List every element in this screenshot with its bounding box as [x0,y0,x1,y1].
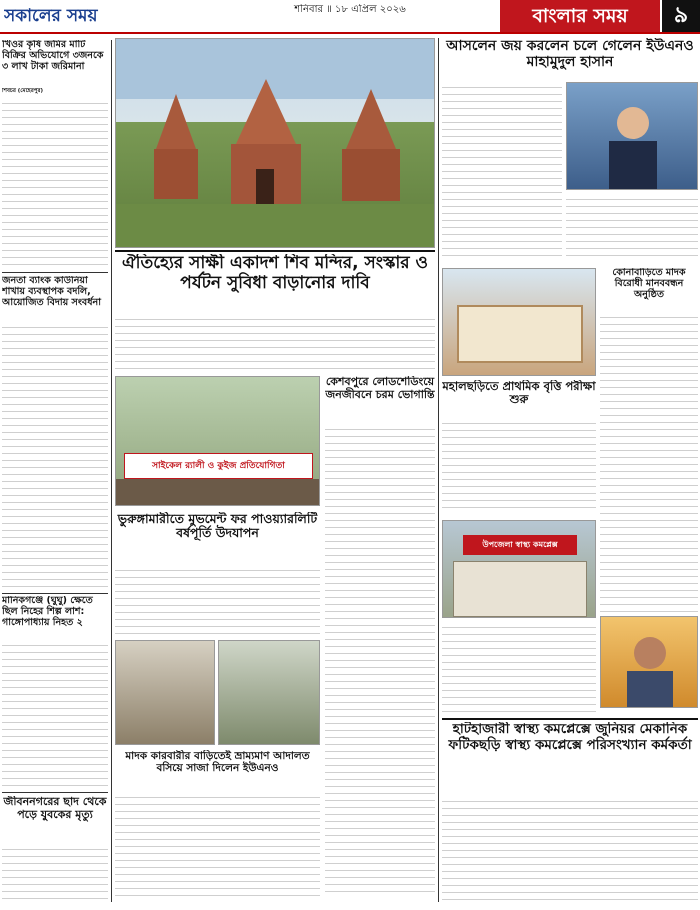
divider [115,250,435,252]
divider [2,792,108,793]
rally-photo [115,376,320,506]
section-tag: বাংলার সময় [500,0,660,32]
scholarship-exam-headline: মহালছড়িতে প্রাথমিক বৃত্তি পরীক্ষা শুরু [442,380,596,407]
divider [442,718,698,720]
rally-banner: সাইকেল র‌্যালী ও কুইজ প্রতিযোগিতা [124,453,313,479]
school-building [457,305,583,363]
column-divider [438,38,439,902]
court-photo-right [218,640,320,745]
official-portrait [600,616,698,708]
column-divider [111,40,112,902]
uno-body [442,82,562,262]
rally-body [115,565,320,635]
uno-illustration [567,83,698,190]
loadshedding-headline: কেশবপুরে লোডশেডিংয়ে জনজীবনে চরম ভোগান্তি [325,376,435,401]
anti-drug-headline: কোনাবাড়িতে মাদক বিরোধী মানববন্ধন অনুষ্ঠিত [612,268,686,300]
official-illustration [601,617,698,708]
newspaper-logo: সকালের সময় [4,6,98,26]
rally-headline: ভুরুঙ্গামারীতে মুভমেন্ট ফর পাওয়্যারলিটি বর্ষপূর্তি উদযাপন [117,512,318,541]
hospital-sign: উপজেলা স্বাস্থ্য কমপ্লেক্স [463,535,577,555]
story-headline: জীবননগরের ছাদ থেকে পড়ে যুবকের মৃত্যু [3,796,107,821]
temple-photo [115,38,435,248]
lead-headline: ঐতিহ্যের সাক্ষী একাদশ শিব মন্দির, সংস্কার ও পর্যটন সুবিধা বাড়ানোর দাবি [121,254,429,293]
story-headline: জনতা ব্যাংক কাউনিয়া শাখায় ব্যবস্থাপক বদলি, আয়োজিত বিদায় সংবর্ধনা [2,276,101,308]
uno-farewell-headline: আসলেন জয় করলেন চলে গেলেন ইউএনও মাহামুদুল হাসান [446,38,694,71]
divider [2,272,108,273]
lead-body [115,314,435,372]
loadshedding-body [325,424,435,894]
scholarship-body [442,418,596,514]
mechanic-transfer-headline: হাটহাজারী স্বাস্থ্য কমপ্লেক্সে জুনিয়র মেকানিক ফটিকছড়ি স্বাস্থ্য কমপ্লেক্সে পরিসংখ্যান কর্মকর্তা [448,722,692,753]
page-number: ৯ [662,0,700,32]
hospital-photo [442,520,596,618]
uno-body-2 [566,194,698,262]
left-column [2,40,108,902]
hospital-building [453,561,587,617]
anti-drug-body [600,312,698,612]
divider [2,593,108,594]
uno-portrait [566,82,698,190]
temple-illustration [116,39,435,248]
masthead [0,0,700,34]
hospital-body [442,622,596,714]
school-photo [442,268,596,376]
mechanic-body [442,796,698,902]
dateline: শনিবার ॥ ১৮ এপ্রিল ২০২৬ [294,4,406,15]
drug-court-body [115,792,320,902]
drug-court-headline: মাদক কারবারীর বাড়িতেই ভ্রাম্যমাণ আদালত বসিয়ে সাজা দিলেন ইউএনও [125,750,310,775]
crowd-ground [116,479,320,506]
story-headline: মানিকগঞ্জে (ঘুঘু) ক্ষেতে ছিল নিহের শিল্প লাশ: গাঙ্গোপাধ্যায় নিহত ২ [2,596,93,628]
article-body [2,844,108,902]
court-photo-left [115,640,215,745]
article-body [2,322,108,590]
byline: শিবচর (মেহেরপুর) [2,88,43,94]
story-headline: খিওর কৃষি জমির মাটি বিক্রির অভিযোগে ৩জনকে ৩ লাখ টাকা জরিমানা [2,40,104,72]
article-body [2,98,108,268]
article-body [2,640,108,790]
